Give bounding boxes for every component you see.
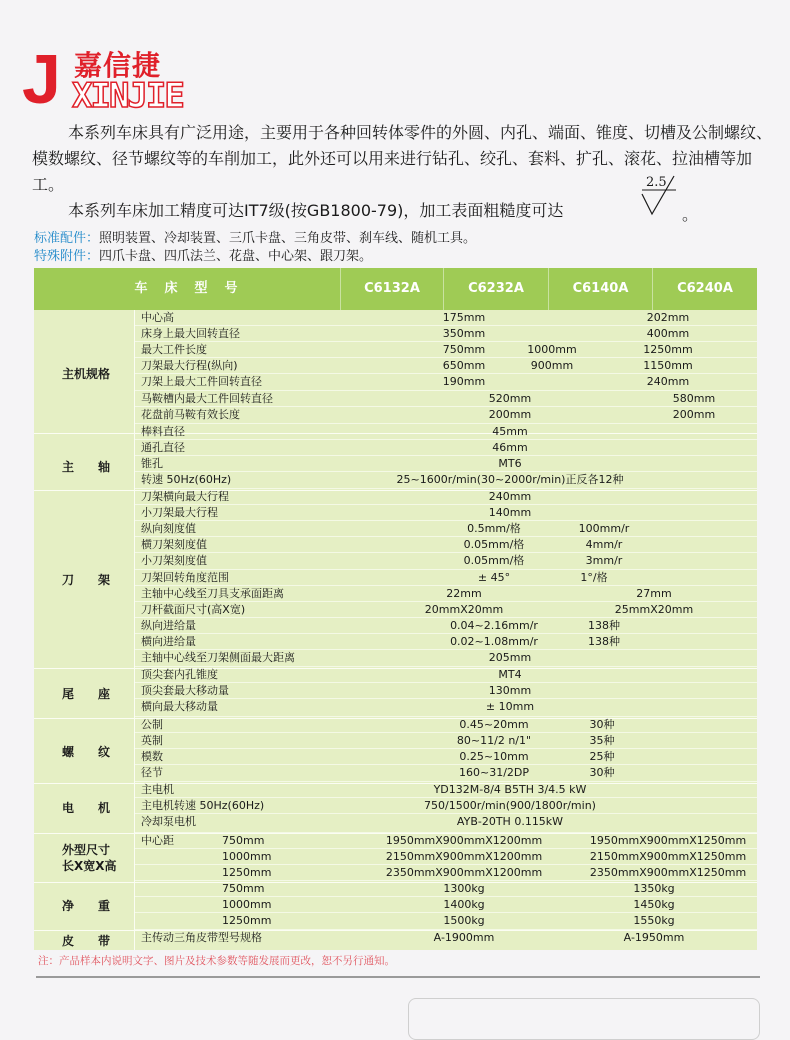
header-c6132a: C6132A [364, 281, 420, 296]
row-divider [134, 601, 757, 602]
row-value: 130mm [488, 684, 532, 697]
row-item-label: 通孔直径 [141, 441, 185, 454]
row-value: 750mm [442, 343, 486, 356]
row-item-label: 主电机 [141, 783, 174, 796]
row-item-label: 中心高 [141, 311, 174, 324]
row-item-label: 横向进给量 [141, 635, 196, 648]
row-value: 0.25~10mm [459, 750, 529, 763]
row-value: 3mm/r [585, 554, 623, 567]
header-model-label: 车 床 型 号 [134, 281, 240, 296]
spec-table [34, 268, 757, 950]
row-divider [134, 325, 757, 326]
row-item-label: 冷却泵电机 [141, 815, 196, 828]
row-value: 350mm [442, 327, 486, 340]
row-item-label: 横刀架刻度值 [141, 538, 207, 551]
row-item-label: 主电机转速 50Hz(60Hz) [141, 799, 265, 812]
row-value: 138种 [588, 619, 620, 632]
row-value: 1450kg [633, 898, 675, 911]
row-value: 100mm/r [578, 522, 630, 535]
special-accessories-label: 特殊附件： [34, 249, 100, 264]
row-divider [134, 390, 757, 391]
row-divider [134, 649, 757, 650]
row-value: 1500kg [443, 914, 485, 927]
row-value: 580mm [672, 392, 716, 405]
row-item-label: 小刀架最大行程 [141, 506, 218, 519]
row-item-label: 刀架横向最大行程 [141, 490, 229, 503]
row-item-label: 顶尖套内孔锥度 [141, 668, 218, 681]
row-divider [134, 666, 757, 667]
row-value: 45mm [492, 425, 528, 438]
row-value: 1250mm [643, 343, 693, 356]
brand-name-cn: 嘉信捷 [74, 49, 162, 82]
row-item-label: 刀架上最大工件回转直径 [141, 375, 262, 388]
footer-box [408, 998, 760, 1040]
intro-paragraph-2: 本系列车床加工精度可达IT7级(按GB1800-79)，加工表面粗糙度可达 [68, 201, 564, 220]
row-value: 0.02~1.08mm/r [450, 635, 538, 648]
row-value: 0.45~20mm [459, 718, 529, 731]
row-value: 80~11/2 n/1" [456, 734, 532, 747]
group-belt: 皮 带 [62, 934, 111, 948]
spec-table-header [34, 268, 757, 310]
row-item-label: 顶尖套最大移动量 [141, 684, 229, 697]
row-value: 138种 [588, 635, 620, 648]
row-divider [134, 781, 757, 782]
group-dimensions-sub: 长X宽X高 [62, 859, 117, 873]
row-value: 190mm [442, 375, 486, 388]
row-item-label: 刀杆截面尺寸(高X宽) [141, 603, 246, 616]
standard-accessories-text: 照明装置、冷却装置、三爪卡盘、三角皮带、刹车线、随机工具。 [99, 231, 477, 246]
group-tailstock: 尾 座 [62, 687, 111, 701]
row-divider [134, 716, 757, 717]
row-item-label: 刀架最大行程(纵向) [141, 359, 238, 372]
row-sub-label: 1000mm [222, 898, 272, 911]
row-divider [134, 864, 757, 865]
row-item-label: 棒料直径 [141, 425, 185, 438]
row-value: 2150mmX900mmX1200mm [385, 850, 543, 863]
row-divider [134, 341, 757, 342]
row-value: YD132M-8/4 B5TH 3/4.5 kW [433, 783, 587, 796]
intro-period: 。 [682, 205, 699, 224]
row-sub-label: 1250mm [222, 914, 272, 927]
row-value: 160~31/2DP [458, 766, 530, 779]
row-item-label: 刀架回转角度范围 [141, 571, 229, 584]
row-divider [134, 848, 757, 849]
row-value: 25mmX20mm [614, 603, 694, 616]
footer-divider [36, 976, 760, 978]
row-value: 25~1600r/min(30~2000r/min)正反各12种 [396, 473, 624, 486]
group-motor: 电 机 [62, 801, 111, 815]
row-value: 140mm [488, 506, 532, 519]
row-divider [134, 732, 757, 733]
row-value: 205mm [488, 651, 532, 664]
row-value: 2150mmX900mmX1250mm [589, 850, 747, 863]
row-item-label: 转速 50Hz(60Hz) [141, 473, 232, 486]
row-value: MT6 [498, 457, 522, 470]
special-accessories [34, 249, 372, 265]
row-value: 0.04~2.16mm/r [450, 619, 538, 632]
group-spindle: 主 轴 [62, 460, 111, 474]
row-divider [134, 357, 757, 358]
row-value: 1000mm [527, 343, 577, 356]
row-value: 46mm [492, 441, 528, 454]
row-item-label: 锥孔 [141, 457, 163, 470]
row-value: 400mm [646, 327, 690, 340]
row-divider [134, 504, 757, 505]
row-value: 0.5mm/格 [467, 522, 521, 535]
row-item-label: 横向最大移动量 [141, 700, 218, 713]
row-divider [134, 682, 757, 683]
row-divider [134, 880, 757, 881]
row-item-label: 马鞍槽内最大工件回转直径 [141, 392, 273, 405]
row-divider [134, 698, 757, 699]
group-threads: 螺 纹 [62, 745, 111, 759]
group-dimensions: 外型尺寸 [62, 843, 111, 857]
row-value: 4mm/r [585, 538, 623, 551]
row-divider [134, 471, 757, 472]
row-value: 30种 [589, 766, 615, 779]
brand-name-en: XINJIE [72, 76, 183, 116]
row-value: 30种 [589, 718, 615, 731]
row-divider [134, 536, 757, 537]
row-sub-label: 1000mm [222, 850, 272, 863]
row-value: A-1900mm [433, 931, 495, 944]
row-divider [134, 439, 757, 440]
row-value: 35种 [589, 734, 615, 747]
row-sub-label: 750mm [222, 834, 265, 847]
row-divider [134, 455, 757, 456]
group-main-specs: 主机规格 [62, 367, 111, 381]
row-item-label: 主轴中心线至刀具支承面距离 [141, 587, 284, 600]
row-value: 1950mmX900mmX1200mm [385, 834, 543, 847]
row-divider [134, 373, 757, 374]
row-divider [134, 585, 757, 586]
row-divider [134, 912, 757, 913]
row-divider [134, 633, 757, 634]
group-net-weight: 净 重 [62, 899, 111, 913]
row-value: 240mm [488, 490, 532, 503]
standard-accessories-label: 标准配件： [34, 231, 100, 246]
row-item-label: 公制 [141, 718, 163, 731]
row-divider [134, 929, 757, 930]
row-value: 2350mmX900mmX1250mm [589, 866, 747, 879]
row-divider [134, 813, 757, 814]
row-value: 25种 [589, 750, 615, 763]
row-item-label: 纵向进给量 [141, 619, 196, 632]
row-value: 1350kg [633, 882, 675, 895]
row-item-label: 小刀架刻度值 [141, 554, 207, 567]
row-value: ± 10mm [485, 700, 535, 713]
row-item-label: 模数 [141, 750, 163, 763]
surface-roughness-symbol [640, 172, 680, 220]
roughness-value: 2.5 [646, 175, 667, 190]
intro-paragraph-1: 本系列车床具有广泛用途，主要用于各种回转体零件的外圆、内孔、端面、锥度、切槽及公制螺纹、模数螺纹、径节螺纹等的车削加工，此外还可以用来进行钻孔、绞孔、套料、扩孔、滚花、拉油槽等加工。 [32, 123, 773, 194]
header-c6240a: C6240A [677, 281, 733, 296]
row-value: 1400kg [443, 898, 485, 911]
row-item-label: 主传动三角皮带型号规格 [141, 931, 262, 944]
row-value: 0.05mm/格 [463, 538, 525, 551]
row-value: 200mm [488, 408, 532, 421]
row-divider [134, 832, 757, 833]
row-item-label: 纵向刻度值 [141, 522, 196, 535]
row-divider [134, 896, 757, 897]
group-tool-post: 刀 架 [62, 573, 111, 587]
row-item-label: 花盘前马鞍有效长度 [141, 408, 240, 421]
row-value: 0.05mm/格 [463, 554, 525, 567]
row-divider [134, 406, 757, 407]
row-value: 2350mmX900mmX1200mm [385, 866, 543, 879]
row-divider [134, 520, 757, 521]
row-value: ± 45° [477, 571, 511, 584]
row-value: 240mm [646, 375, 690, 388]
header-c6140a: C6140A [572, 281, 629, 296]
row-item-label: 床身上最大回转直径 [141, 327, 240, 340]
row-item-label: 径节 [141, 766, 163, 779]
row-value: 520mm [488, 392, 532, 405]
row-sub-label: 1250mm [222, 866, 272, 879]
row-value: MT4 [498, 668, 522, 681]
row-value: 650mm [442, 359, 486, 372]
row-value: 1950mmX900mmX1250mm [589, 834, 747, 847]
row-item-label: 中心距 [141, 834, 174, 847]
row-divider [134, 617, 757, 618]
row-value: 200mm [672, 408, 716, 421]
row-sub-label: 750mm [222, 882, 265, 895]
row-divider [134, 797, 757, 798]
row-value: A-1950mm [623, 931, 685, 944]
row-value: 750/1500r/min(900/1800r/min) [424, 799, 596, 812]
row-value: AYB-20TH 0.115kW [456, 815, 564, 828]
row-divider [134, 569, 757, 570]
row-value: 175mm [442, 311, 486, 324]
footnote: 注：产品样本内说明文字、图片及技术参数等随发展而更改，恕不另行通知。 [38, 955, 395, 967]
row-value: 22mm [446, 587, 482, 600]
row-divider [134, 552, 757, 553]
row-divider [134, 764, 757, 765]
row-item-label: 英制 [141, 734, 163, 747]
row-value: 900mm [530, 359, 574, 372]
row-value: 1150mm [643, 359, 693, 372]
row-value: 20mmX20mm [424, 603, 504, 616]
row-divider [134, 423, 757, 424]
row-value: 202mm [646, 311, 690, 324]
standard-accessories [34, 231, 476, 247]
row-value: 1300kg [443, 882, 485, 895]
header-c6232a: C6232A [468, 281, 524, 296]
special-accessories-text: 四爪卡盘、四爪法兰、花盘、中心架、跟刀架。 [99, 249, 373, 264]
row-divider [134, 748, 757, 749]
row-value: 1550kg [633, 914, 675, 927]
brand-logo-letter: J [22, 40, 61, 118]
row-value: 27mm [636, 587, 672, 600]
row-item-label: 主轴中心线至刀架侧面最大距离 [141, 651, 295, 664]
row-value: 1°/格 [580, 571, 608, 584]
row-divider [134, 488, 757, 489]
row-item-label: 最大工件长度 [141, 343, 207, 356]
